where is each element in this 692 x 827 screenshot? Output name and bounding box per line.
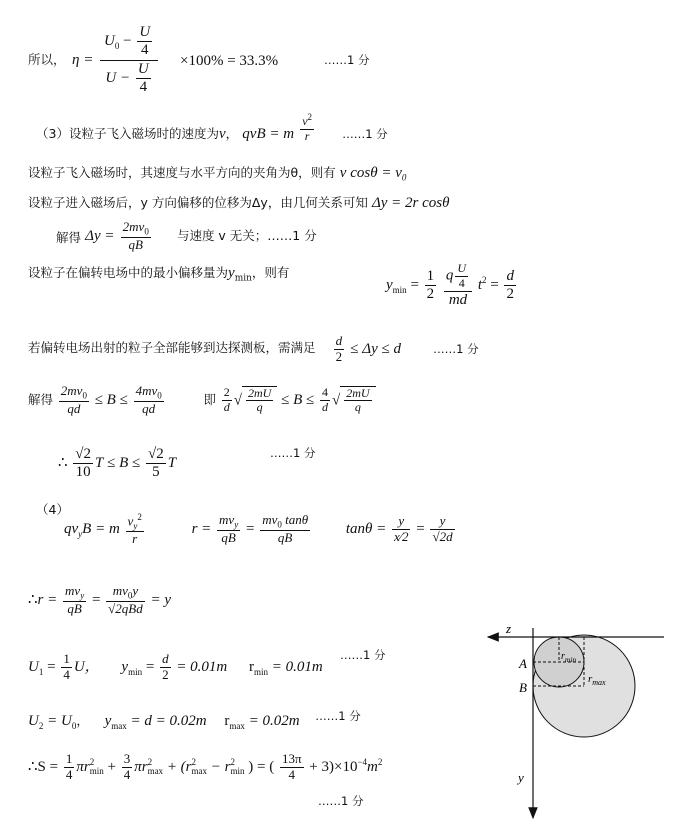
ymax-sub: max xyxy=(111,721,127,731)
rmin-text: r xyxy=(561,651,565,662)
num-u-sub: 0 xyxy=(114,41,120,52)
b-n2: 4mv xyxy=(135,383,158,398)
pi2-sub: max xyxy=(147,766,164,777)
u1-tail: U， xyxy=(73,658,100,675)
geometry-eq: Δy = 2r cosθ xyxy=(371,195,450,211)
mid-b: ≤ B ≤ xyxy=(107,455,141,472)
line-solve-dy xyxy=(56,220,317,253)
u1-sub: 1 xyxy=(38,666,44,677)
n1: mv xyxy=(65,583,81,598)
pi1-sup: 2 xyxy=(89,757,95,768)
rad-n1: 2mU xyxy=(248,385,272,400)
geometry-text: 设粒子进入磁场后，y 方向偏移的位移为Δy，由几何关系可知 xyxy=(28,195,368,210)
y-2: y xyxy=(439,513,446,529)
u1: U xyxy=(28,658,39,675)
n2-tail: y xyxy=(132,583,139,598)
rmin-r: r xyxy=(249,658,255,675)
rmin-sub: min xyxy=(254,666,269,677)
eq-7: = xyxy=(142,658,159,675)
two-h: 2 xyxy=(162,666,169,682)
angle-eq: v cosθ = v xyxy=(339,165,402,181)
r-d: r xyxy=(132,531,138,547)
points-7: ……1 分 xyxy=(318,794,364,808)
d-h: d xyxy=(162,651,169,666)
z-label: z xyxy=(506,621,512,636)
b-frac xyxy=(320,386,330,415)
sep: ， xyxy=(225,126,239,142)
b-n1: 2mv xyxy=(60,383,83,398)
efficiency-result: ×100% = 33.3% xyxy=(180,53,279,69)
two-c: 2 xyxy=(335,348,343,364)
points-5: ……1 分 xyxy=(340,648,386,662)
therefore-2: ∴ xyxy=(28,591,38,608)
solve-prefix: 解得 xyxy=(56,229,82,245)
pi1-scripts xyxy=(90,758,104,776)
therefore-1: ∴ xyxy=(58,455,68,472)
n2-sub: 0 xyxy=(127,590,133,601)
a-n: 2 xyxy=(223,385,230,400)
ymax-val: = d = 0.02m xyxy=(126,713,207,729)
four-q: 4 xyxy=(63,666,70,682)
one: 1 xyxy=(63,651,70,666)
x-half: x⁄2 xyxy=(394,529,409,545)
vy: v xyxy=(127,513,134,529)
v2-sup: 2 xyxy=(307,112,313,122)
ji-text: 即 xyxy=(203,391,217,407)
area-m-sup: 2 xyxy=(377,756,383,767)
b-low-frac xyxy=(59,384,89,417)
rmax-r: r xyxy=(224,713,230,729)
dy-num: 2mv xyxy=(122,219,145,234)
u-over-four xyxy=(137,24,152,60)
b-d1: qd xyxy=(67,400,81,416)
vy2-r xyxy=(126,512,144,547)
q-var: q xyxy=(445,267,454,284)
aq4b: 4 xyxy=(123,766,131,782)
minus-r: − r xyxy=(210,758,231,775)
mv0y-frac xyxy=(106,584,145,617)
md-var: md xyxy=(448,291,468,308)
ymax: y xyxy=(104,713,112,729)
points-1: ……1 分 xyxy=(324,53,370,67)
b-n2-sub: 0 xyxy=(157,390,162,401)
line-u1 xyxy=(28,652,323,683)
t-sup: 2 xyxy=(482,274,487,285)
half-fraction xyxy=(425,268,437,304)
u2: U xyxy=(28,713,39,729)
min-offset-tail: ，则有 xyxy=(251,265,290,280)
line-r-eq-y xyxy=(28,584,171,617)
b-label: B xyxy=(519,680,527,695)
rmax-text: r xyxy=(588,673,593,685)
t-a: T xyxy=(95,455,104,472)
b-high-frac xyxy=(134,384,164,417)
num-minus: − xyxy=(119,33,136,50)
force-eq: qvB = m xyxy=(242,126,295,143)
line-min-offset xyxy=(28,266,289,284)
prefix-text: 所以， xyxy=(28,52,66,67)
ten: 10 xyxy=(75,464,91,481)
five: 5 xyxy=(152,464,160,481)
y-1: y xyxy=(398,513,405,529)
pi2-sup: 2 xyxy=(147,757,153,768)
eq-sign-2: = xyxy=(490,276,499,293)
p2-sub: min xyxy=(230,766,245,777)
mv0-sub: 0 xyxy=(277,519,282,530)
u-top-2: U xyxy=(137,60,149,77)
den-u: U − xyxy=(105,69,134,86)
v-var: v xyxy=(218,126,226,143)
line-part3 xyxy=(36,112,388,144)
area-13pi xyxy=(280,752,304,783)
d-half xyxy=(160,652,171,683)
pi2-scripts xyxy=(148,758,164,776)
f4: 4 xyxy=(288,766,295,782)
points-4: ……1 分 xyxy=(270,446,316,460)
a-frac xyxy=(222,386,232,415)
b-d: d xyxy=(321,399,328,414)
line-angle xyxy=(28,166,406,183)
pi-rmin: πr xyxy=(76,758,90,775)
rmin-val: = 0.01m xyxy=(268,658,323,675)
p2-scripts xyxy=(231,758,245,776)
quarter xyxy=(61,652,72,683)
u2-eq: = U xyxy=(43,713,72,729)
aq4: 4 xyxy=(65,766,73,782)
area-tail-sup: −4 xyxy=(357,756,368,767)
dy-num-sub: 0 xyxy=(144,226,149,237)
mvy-sub: y xyxy=(234,519,239,530)
ymin-y: y xyxy=(386,276,393,293)
rmax-eq xyxy=(224,713,299,729)
tan-eq: tanθ = xyxy=(345,521,387,538)
n2: mv xyxy=(112,583,128,598)
rmin-eq xyxy=(249,659,323,675)
t-var: t xyxy=(477,276,482,293)
line-condition xyxy=(28,334,479,365)
four-inner: 4 xyxy=(458,275,465,290)
rmax-val: = 0.02m xyxy=(244,713,300,729)
high-s2-frac xyxy=(146,446,166,482)
rad-d2: q xyxy=(354,400,361,415)
points-3: ……1 分 xyxy=(433,341,479,356)
magnetic-field-diagram xyxy=(484,618,684,823)
eta-label: η = xyxy=(72,52,94,68)
a-d: d xyxy=(223,399,230,414)
min-offset-text: 设粒子在偏转电场中的最小偏移量为 xyxy=(28,265,229,280)
line-u2 xyxy=(28,709,361,731)
bm: B = m xyxy=(82,521,120,538)
num-u: U xyxy=(104,33,115,50)
pi1-sub: min xyxy=(89,766,104,777)
ymin-2: y xyxy=(121,658,129,675)
mvy: mv xyxy=(219,512,235,528)
u-top: U xyxy=(139,24,151,40)
n1-sub: y xyxy=(80,590,85,601)
tan-tail: tanθ xyxy=(281,512,309,528)
b-solve-prefix: 解得 xyxy=(28,391,54,407)
ymin-2-sub: min xyxy=(128,666,143,677)
u2-sub: 2 xyxy=(38,721,44,731)
pi-rmax: πr xyxy=(134,758,148,775)
a-label: A xyxy=(519,656,527,671)
qb-2: qB xyxy=(277,530,293,546)
p1-scripts xyxy=(192,758,208,776)
ymin-var: y xyxy=(228,265,235,281)
qvy-sub: y xyxy=(78,529,83,540)
mvy-qb-2 xyxy=(63,584,86,617)
half-d: 2 xyxy=(426,285,435,302)
vy-sup: 2 xyxy=(137,512,142,522)
eq-5: = xyxy=(91,591,101,608)
two-den: 2 xyxy=(506,285,514,302)
angle-eq-sub: 0 xyxy=(401,172,407,183)
v2: v xyxy=(302,114,308,128)
line-geometry xyxy=(28,196,450,211)
area-m: m xyxy=(367,758,378,775)
p1-sup: 2 xyxy=(191,757,197,768)
u0-sub: 0 xyxy=(71,721,77,731)
eq-y: = y xyxy=(150,591,172,608)
r-eq-2: r = xyxy=(37,591,58,608)
half-n: 1 xyxy=(425,268,437,286)
mvy-qb xyxy=(217,513,240,546)
line-b-range xyxy=(28,384,376,417)
dy-den: qB xyxy=(128,236,143,252)
b-mid: ≤ B ≤ xyxy=(94,391,128,408)
plus-2: + (r xyxy=(166,758,192,775)
d-num: d xyxy=(506,267,514,284)
area-q1 xyxy=(64,752,75,783)
eq-4: = xyxy=(416,521,425,538)
r-den: r xyxy=(304,128,310,143)
s2-b: √2 xyxy=(146,446,166,464)
qvy: qv xyxy=(64,521,79,538)
area-s: ∴S = xyxy=(28,758,62,775)
rmin-subtext: min xyxy=(564,655,577,664)
b-n1-sub: 0 xyxy=(82,390,87,401)
d-c: d xyxy=(335,333,343,348)
dy-fraction xyxy=(121,220,151,253)
y-x2 xyxy=(392,514,410,545)
b-d2: qd xyxy=(142,400,156,416)
line-ymin-eq xyxy=(386,262,518,309)
rad-n2: 2mU xyxy=(346,385,370,400)
condition-ineq: ≤ Δy ≤ d xyxy=(350,340,401,357)
d-over-2 xyxy=(504,268,516,304)
u-four-inner xyxy=(455,262,468,291)
dy-label: Δy = xyxy=(85,227,115,244)
four-bottom-2: 4 xyxy=(139,78,148,95)
vy-sub: y xyxy=(133,520,138,531)
rmax-subtext: max xyxy=(592,678,606,687)
ymin-y-sub: min xyxy=(392,284,407,295)
aq1: 1 xyxy=(65,751,73,766)
line-b-final xyxy=(58,446,176,482)
aq3: 3 xyxy=(123,751,131,766)
dy-tail: 与速度 v 无关；……1 分 xyxy=(176,227,317,243)
y-rt2d xyxy=(430,514,454,545)
points-6: ……1 分 xyxy=(315,709,361,723)
four-bottom: 4 xyxy=(140,42,149,59)
plus-1: + xyxy=(107,758,120,775)
part3-label: （3）设粒子飞入磁场时的速度为 xyxy=(36,126,219,142)
ymin-val: = 0.01m xyxy=(172,658,228,675)
rt2d: √2d xyxy=(432,529,453,545)
points-2: ……1 分 xyxy=(342,127,388,142)
area-tail: + 3)×10 xyxy=(305,758,358,775)
rad-d1: q xyxy=(256,400,263,415)
mv0: mv xyxy=(262,512,278,528)
sqrt-2: √ $\frac{2mU}{q}$ xyxy=(332,386,376,416)
condition-text: 若偏转电场出射的粒子全部能够到达探测板，需满足 xyxy=(28,339,316,355)
low-s2-frac xyxy=(73,446,93,482)
comma-2: ， xyxy=(76,713,89,728)
mv0tan-qb xyxy=(260,513,310,546)
t-b: T xyxy=(167,455,177,472)
d2: √2qBd xyxy=(108,600,143,616)
s2-a: √2 xyxy=(73,446,93,464)
sqrt-1: √ $\frac{2mU}{q}$ xyxy=(234,386,278,416)
area-q3 xyxy=(122,752,133,783)
u-over-four-den xyxy=(136,61,151,97)
b-mid2: ≤ B ≤ xyxy=(281,391,315,408)
eq-6: = xyxy=(43,658,60,675)
qu-md-fraction xyxy=(444,262,472,309)
r-eq: r = xyxy=(191,521,212,538)
u-inner: U xyxy=(457,261,467,275)
b-n: 4 xyxy=(321,385,328,400)
n13: 13π xyxy=(281,751,302,766)
eq-sign-1: = xyxy=(410,276,419,293)
p1-sub: max xyxy=(191,766,208,777)
part4-text: （4） xyxy=(36,502,69,517)
d2-fraction xyxy=(334,334,345,365)
v2-over-r xyxy=(300,112,314,144)
y-label: y xyxy=(518,770,524,785)
p2-sup: 2 xyxy=(230,757,235,768)
rmax-sub: max xyxy=(229,721,245,731)
ymin-sub: min xyxy=(234,273,252,284)
area-mid: ) = ( xyxy=(248,758,275,775)
line-area xyxy=(28,752,382,783)
angle-text: 设粒子飞入磁场时，其速度与水平方向的夹角为θ，则有 xyxy=(28,165,336,180)
qb-1: qB xyxy=(221,530,236,546)
line-part4-eqs xyxy=(64,512,457,547)
d1: qB xyxy=(67,600,82,616)
eq-3: = xyxy=(245,521,255,538)
efficiency-fraction xyxy=(100,24,158,96)
